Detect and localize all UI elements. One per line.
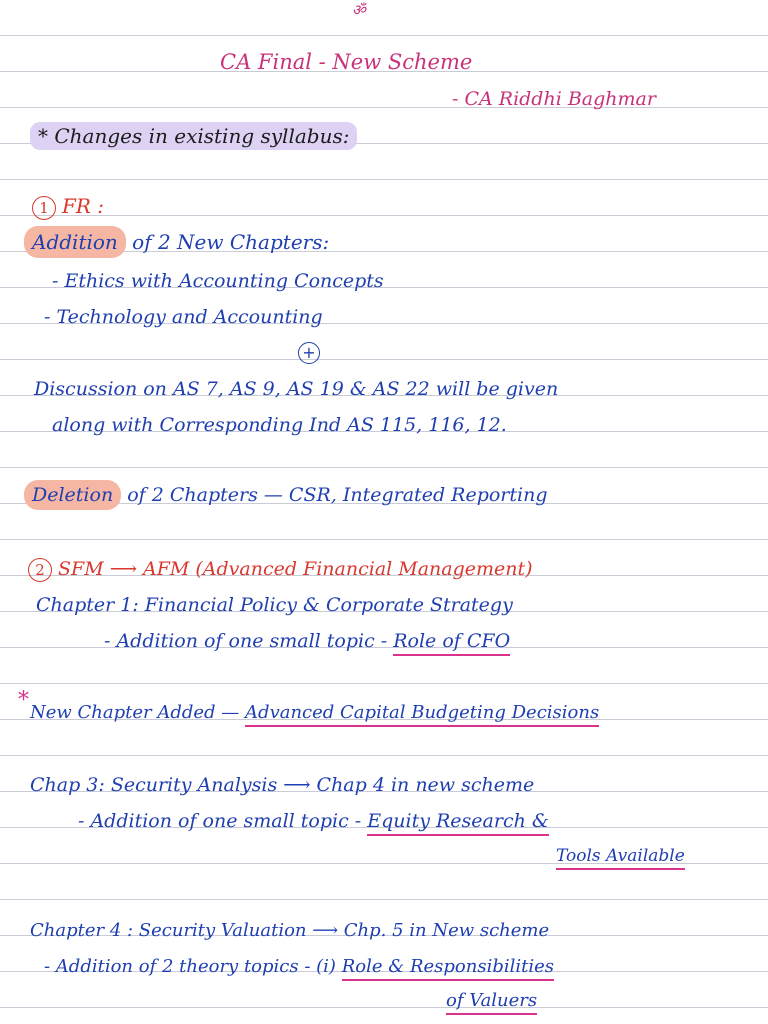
fr-discussion-line1: Discussion on AS 7, AS 9, AS 19 & AS 22 will be given	[34, 378, 559, 400]
fr-addition-line	[24, 232, 329, 252]
page-mark: ॐ	[352, 1, 366, 19]
chap4-add-prefix: - Addition of 2 theory topics - (i)	[44, 956, 336, 977]
sfm-chap4-addition	[44, 958, 554, 976]
plus-icon: +	[298, 342, 320, 364]
chap3-add-prefix: - Addition of one small topic -	[78, 810, 362, 832]
page-title: CA Final - New Scheme	[220, 50, 473, 74]
new-chapter-name: Advanced Capital Budgeting Decisions	[245, 702, 599, 727]
deletion-text: of 2 Chapters — CSR, Integrated Reporting	[127, 484, 548, 506]
new-chapter-prefix: New Chapter Added —	[30, 702, 240, 723]
fr-discussion-line2: along with Corresponding Ind AS 115, 116, 12.	[52, 414, 507, 436]
sfm-chapter1: Chapter 1: Financial Policy & Corporate Strategy	[36, 594, 513, 616]
sfm-heading	[28, 558, 533, 582]
sfm-heading-text: SFM ⟶ AFM (Advanced Financial Management)	[58, 558, 533, 580]
chap3-add-topic1: Equity Research &	[367, 810, 549, 836]
section-heading	[30, 126, 357, 146]
chapter1-add-topic: Role of CFO	[393, 630, 510, 656]
fr-deletion-line	[24, 486, 548, 505]
author: - CA Riddhi Baghmar	[452, 88, 656, 110]
deletion-tag: Deletion	[24, 480, 121, 510]
chap4-add-topic2: of Valuers	[446, 990, 537, 1015]
sfm-chap3-topic2	[556, 848, 685, 865]
number-circle-2: 2	[28, 558, 52, 582]
section-heading-text: * Changes in existing syllabus:	[30, 122, 357, 150]
chap3-add-topic2: Tools Available	[556, 846, 685, 870]
sfm-new-chapter	[30, 704, 599, 722]
star-mark: *	[18, 688, 29, 713]
sfm-chap3: Chap 3: Security Analysis ⟶ Chap 4 in new scheme	[30, 774, 535, 796]
number-circle-1: 1	[32, 196, 56, 220]
addition-text: of 2 New Chapters:	[132, 230, 330, 254]
chap4-add-topic1: Role & Responsibilities	[342, 956, 554, 981]
sfm-chap4-topic2	[446, 992, 537, 1010]
sfm-chap4: Chapter 4 : Security Valuation ⟶ Chp. 5 in New scheme	[30, 920, 550, 941]
chapter1-add-prefix: - Addition of one small topic -	[104, 630, 388, 652]
sfm-chapter1-addition	[104, 632, 510, 651]
fr-item-technology: - Technology and Accounting	[44, 306, 323, 328]
sfm-chap3-addition	[78, 812, 549, 831]
fr-heading	[32, 196, 104, 220]
fr-label: FR :	[62, 194, 105, 218]
fr-item-ethics: - Ethics with Accounting Concepts	[52, 270, 384, 292]
addition-tag: Addition	[24, 226, 126, 258]
